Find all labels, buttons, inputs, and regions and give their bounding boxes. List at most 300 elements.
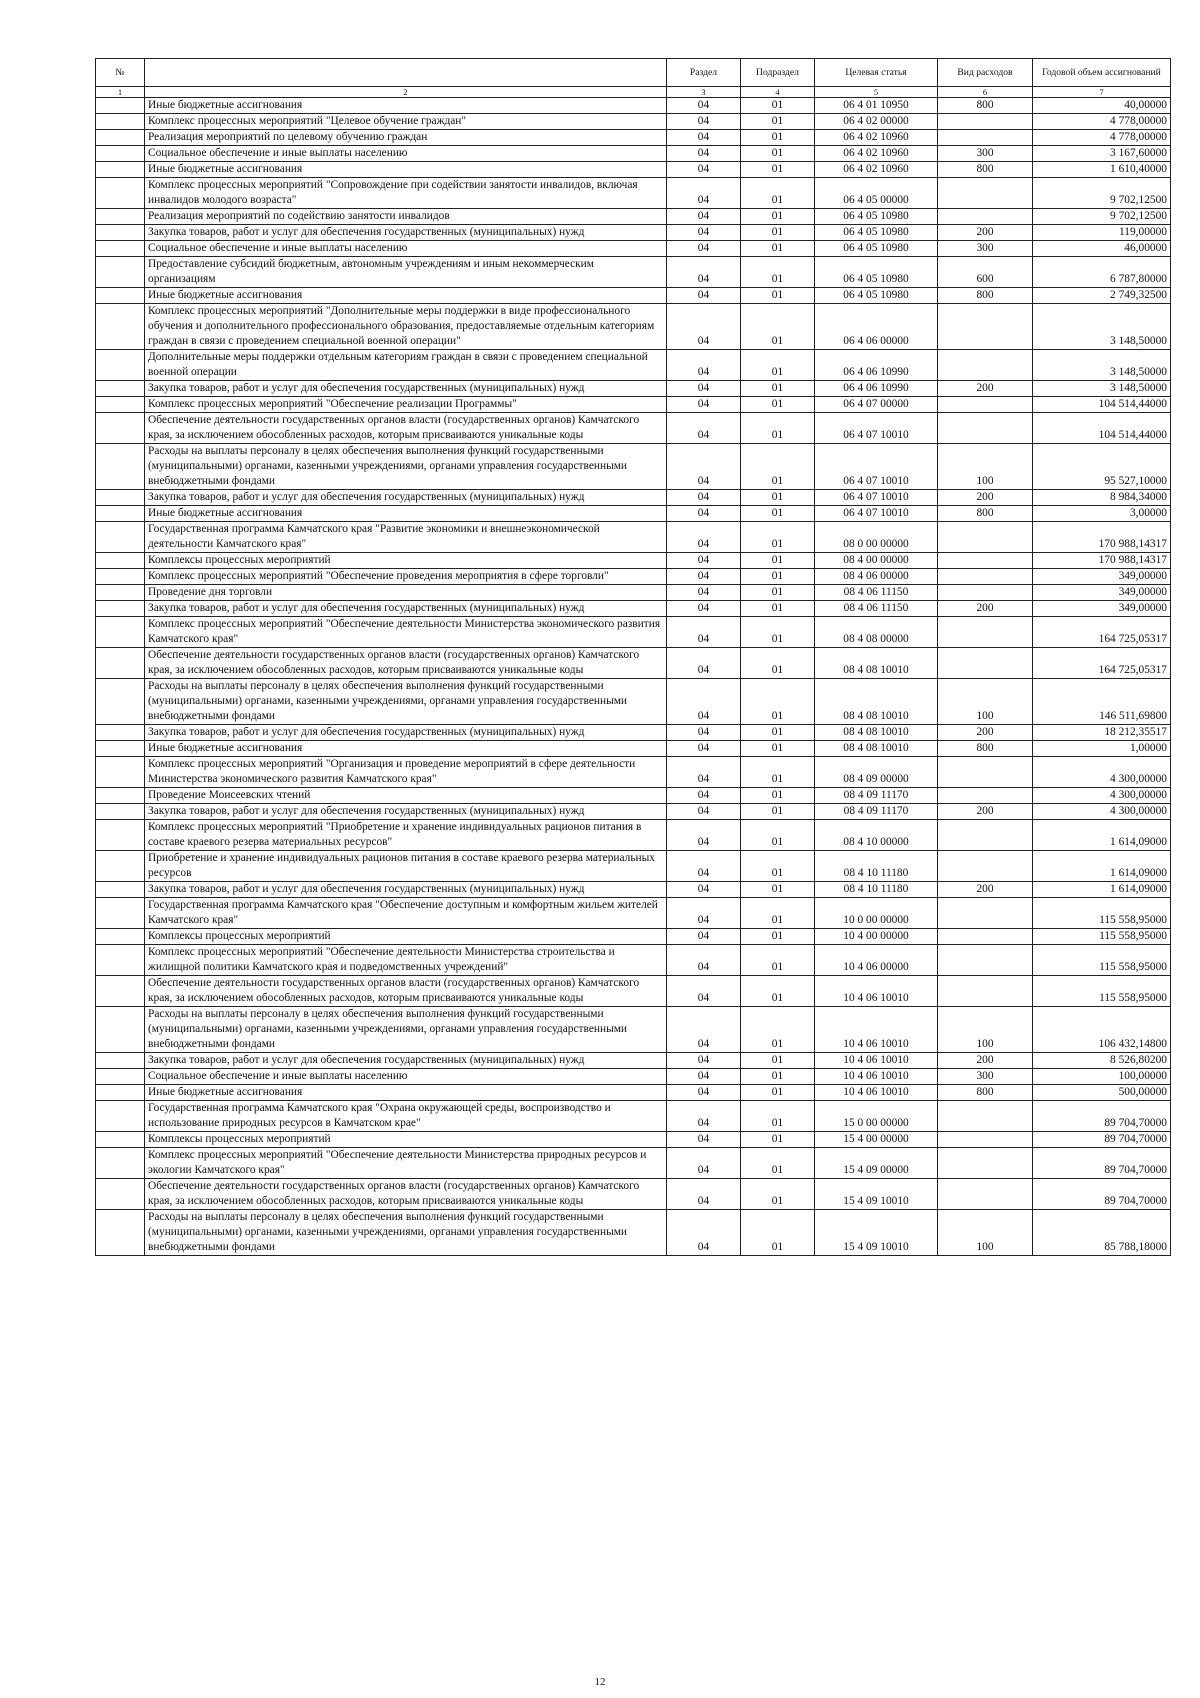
cell-summa: 115 558,95000 [1033, 976, 1171, 1007]
cell-podrazdel: 01 [741, 257, 815, 288]
table-row [96, 601, 1171, 617]
cell-name: Закупка товаров, работ и услуг для обеспечения государственных (муниципальных) нужд [145, 601, 667, 617]
cell-celevaya: 06 4 05 10980 [815, 257, 938, 288]
table-row [96, 945, 1171, 976]
cell-razdel: 04 [667, 741, 741, 757]
cell-podrazdel: 01 [741, 898, 815, 929]
cell-name: Комплексы процессных мероприятий [145, 929, 667, 945]
cell-vid [938, 397, 1033, 413]
colnum-4: 4 [741, 87, 815, 98]
cell-razdel: 04 [667, 976, 741, 1007]
header-row [96, 59, 1171, 87]
cell-vid [938, 114, 1033, 130]
cell-podrazdel: 01 [741, 1069, 815, 1085]
cell-celevaya: 08 4 06 11150 [815, 601, 938, 617]
cell-name: Социальное обеспечение и иные выплаты населению [145, 1069, 667, 1085]
cell-razdel: 04 [667, 617, 741, 648]
cell-podrazdel: 01 [741, 130, 815, 146]
cell-num [96, 1210, 145, 1256]
colnum-6: 6 [938, 87, 1033, 98]
cell-podrazdel: 01 [741, 929, 815, 945]
cell-podrazdel: 01 [741, 98, 815, 114]
cell-summa: 8 526,80200 [1033, 1053, 1171, 1069]
cell-razdel: 04 [667, 679, 741, 725]
cell-razdel: 04 [667, 146, 741, 162]
cell-vid: 800 [938, 162, 1033, 178]
table-row [96, 882, 1171, 898]
page-number: 12 [594, 1676, 606, 1688]
cell-podrazdel: 01 [741, 679, 815, 725]
cell-vid: 800 [938, 288, 1033, 304]
cell-summa: 8 984,34000 [1033, 490, 1171, 506]
cell-celevaya: 06 4 07 10010 [815, 490, 938, 506]
cell-num [96, 1085, 145, 1101]
cell-podrazdel: 01 [741, 648, 815, 679]
cell-name: Расходы на выплаты персоналу в целях обеспечения выполнения функций государственными (муниципальными) органами, казенными учреждениями, органами управления государственными внебюджетными фондами [145, 679, 667, 725]
cell-celevaya: 15 4 09 10010 [815, 1210, 938, 1256]
cell-summa: 164 725,05317 [1033, 648, 1171, 679]
cell-razdel: 04 [667, 490, 741, 506]
cell-podrazdel: 01 [741, 976, 815, 1007]
header-summa: Годовой объем ассигнований [1033, 59, 1171, 87]
column-number-row [96, 87, 1171, 98]
table-row [96, 1132, 1171, 1148]
cell-vid [938, 617, 1033, 648]
cell-vid: 100 [938, 679, 1033, 725]
cell-vid [938, 851, 1033, 882]
cell-razdel: 04 [667, 178, 741, 209]
cell-celevaya: 10 4 06 10010 [815, 1053, 938, 1069]
cell-num [96, 725, 145, 741]
cell-razdel: 04 [667, 522, 741, 553]
cell-summa: 100,00000 [1033, 1069, 1171, 1085]
cell-celevaya: 06 4 07 10010 [815, 506, 938, 522]
cell-podrazdel: 01 [741, 304, 815, 350]
cell-podrazdel: 01 [741, 741, 815, 757]
table-row [96, 1101, 1171, 1132]
cell-celevaya: 06 4 05 00000 [815, 178, 938, 209]
cell-name: Закупка товаров, работ и услуг для обеспечения государственных (муниципальных) нужд [145, 882, 667, 898]
cell-podrazdel: 01 [741, 178, 815, 209]
cell-razdel: 04 [667, 1085, 741, 1101]
cell-summa: 4 778,00000 [1033, 130, 1171, 146]
table-row [96, 585, 1171, 601]
cell-num [96, 413, 145, 444]
table-row [96, 1085, 1171, 1101]
cell-celevaya: 06 4 05 10980 [815, 225, 938, 241]
cell-num [96, 679, 145, 725]
cell-name: Иные бюджетные ассигнования [145, 741, 667, 757]
cell-vid: 200 [938, 381, 1033, 397]
cell-podrazdel: 01 [741, 1101, 815, 1132]
cell-razdel: 04 [667, 304, 741, 350]
cell-num [96, 130, 145, 146]
header-num: № [96, 59, 145, 87]
cell-vid: 800 [938, 1085, 1033, 1101]
cell-vid: 300 [938, 241, 1033, 257]
cell-razdel: 04 [667, 945, 741, 976]
cell-name: Дополнительные меры поддержки отдельным категориям граждан в связи с проведением специальной военной операции [145, 350, 667, 381]
cell-celevaya: 06 4 05 10980 [815, 288, 938, 304]
header-celevaya: Целевая статья [815, 59, 938, 87]
cell-podrazdel: 01 [741, 162, 815, 178]
cell-num [96, 178, 145, 209]
cell-name: Комплекс процессных мероприятий "Приобретение и хранение индивидуальных рационов питания в составе краевого резерва материальных ресурсов" [145, 820, 667, 851]
table-row [96, 98, 1171, 114]
cell-summa: 3 148,50000 [1033, 304, 1171, 350]
cell-num [96, 882, 145, 898]
cell-num [96, 162, 145, 178]
cell-vid [938, 553, 1033, 569]
cell-num [96, 241, 145, 257]
cell-razdel: 04 [667, 241, 741, 257]
cell-razdel: 04 [667, 725, 741, 741]
table-row [96, 617, 1171, 648]
cell-summa: 104 514,44000 [1033, 397, 1171, 413]
cell-podrazdel: 01 [741, 882, 815, 898]
cell-summa: 3 148,50000 [1033, 350, 1171, 381]
cell-razdel: 04 [667, 130, 741, 146]
cell-vid: 800 [938, 506, 1033, 522]
cell-name: Приобретение и хранение индивидуальных рационов питания в составе краевого резерва материальных ресурсов [145, 851, 667, 882]
table-row [96, 757, 1171, 788]
cell-summa: 4 300,00000 [1033, 757, 1171, 788]
cell-name: Государственная программа Камчатского края "Охрана окружающей среды, воспроизводство и использование природных ресурсов в Камчатском крае" [145, 1101, 667, 1132]
cell-num [96, 1007, 145, 1053]
cell-name: Иные бюджетные ассигнования [145, 506, 667, 522]
cell-celevaya: 10 4 06 10010 [815, 976, 938, 1007]
cell-celevaya: 10 4 06 00000 [815, 945, 938, 976]
cell-vid: 800 [938, 741, 1033, 757]
cell-podrazdel: 01 [741, 288, 815, 304]
cell-summa: 104 514,44000 [1033, 413, 1171, 444]
cell-podrazdel: 01 [741, 522, 815, 553]
cell-name: Иные бюджетные ассигнования [145, 288, 667, 304]
cell-num [96, 225, 145, 241]
cell-celevaya: 08 4 10 11180 [815, 851, 938, 882]
cell-podrazdel: 01 [741, 1085, 815, 1101]
header-vid: Вид расходов [938, 59, 1033, 87]
cell-razdel: 04 [667, 350, 741, 381]
cell-name: Комплекс процессных мероприятий "Обеспечение деятельности Министерства природных ресурсов и экологии Камчатского края" [145, 1148, 667, 1179]
table-row [96, 976, 1171, 1007]
cell-razdel: 04 [667, 757, 741, 788]
cell-vid [938, 522, 1033, 553]
cell-summa: 89 704,70000 [1033, 1132, 1171, 1148]
cell-vid: 200 [938, 601, 1033, 617]
cell-name: Комплекс процессных мероприятий "Целевое обучение граждан" [145, 114, 667, 130]
cell-summa: 9 702,12500 [1033, 209, 1171, 225]
cell-podrazdel: 01 [741, 788, 815, 804]
cell-name: Комплекс процессных мероприятий "Обеспечение деятельности Министерства строительства и жилищной политики Камчатского края и подведомственных учреждений" [145, 945, 667, 976]
table-row [96, 929, 1171, 945]
cell-celevaya: 08 4 08 10010 [815, 648, 938, 679]
cell-razdel: 04 [667, 851, 741, 882]
cell-vid [938, 820, 1033, 851]
cell-celevaya: 06 4 07 10010 [815, 413, 938, 444]
table-row [96, 413, 1171, 444]
cell-vid: 200 [938, 882, 1033, 898]
cell-celevaya: 08 4 09 11170 [815, 804, 938, 820]
cell-vid [938, 945, 1033, 976]
cell-name: Закупка товаров, работ и услуг для обеспечения государственных (муниципальных) нужд [145, 225, 667, 241]
cell-summa: 119,00000 [1033, 225, 1171, 241]
cell-num [96, 553, 145, 569]
cell-vid [938, 209, 1033, 225]
table-row [96, 178, 1171, 209]
cell-name: Комплексы процессных мероприятий [145, 553, 667, 569]
cell-vid [938, 1132, 1033, 1148]
cell-razdel: 04 [667, 1179, 741, 1210]
cell-razdel: 04 [667, 444, 741, 490]
cell-vid [938, 898, 1033, 929]
cell-podrazdel: 01 [741, 209, 815, 225]
cell-celevaya: 06 4 01 10950 [815, 98, 938, 114]
cell-summa: 106 432,14800 [1033, 1007, 1171, 1053]
cell-summa: 349,00000 [1033, 585, 1171, 601]
table-row [96, 350, 1171, 381]
cell-podrazdel: 01 [741, 1179, 815, 1210]
cell-summa: 1 614,09000 [1033, 851, 1171, 882]
cell-podrazdel: 01 [741, 397, 815, 413]
cell-num [96, 98, 145, 114]
cell-razdel: 04 [667, 257, 741, 288]
cell-celevaya: 10 4 00 00000 [815, 929, 938, 945]
table-body [96, 98, 1171, 1256]
cell-summa: 1 610,40000 [1033, 162, 1171, 178]
table-row [96, 114, 1171, 130]
cell-num [96, 601, 145, 617]
colnum-3: 3 [667, 87, 741, 98]
cell-summa: 500,00000 [1033, 1085, 1171, 1101]
cell-celevaya: 06 4 07 00000 [815, 397, 938, 413]
cell-summa: 46,00000 [1033, 241, 1171, 257]
cell-razdel: 04 [667, 601, 741, 617]
table-row [96, 1148, 1171, 1179]
cell-podrazdel: 01 [741, 804, 815, 820]
cell-razdel: 04 [667, 648, 741, 679]
cell-razdel: 04 [667, 929, 741, 945]
cell-summa: 4 778,00000 [1033, 114, 1171, 130]
cell-podrazdel: 01 [741, 851, 815, 882]
cell-num [96, 209, 145, 225]
cell-celevaya: 06 4 02 10960 [815, 146, 938, 162]
table-row [96, 257, 1171, 288]
cell-num [96, 788, 145, 804]
cell-podrazdel: 01 [741, 506, 815, 522]
cell-podrazdel: 01 [741, 601, 815, 617]
cell-celevaya: 08 4 08 10010 [815, 741, 938, 757]
cell-num [96, 569, 145, 585]
cell-vid [938, 788, 1033, 804]
cell-vid [938, 1148, 1033, 1179]
table-row [96, 1053, 1171, 1069]
cell-summa: 3 167,60000 [1033, 146, 1171, 162]
table-row [96, 209, 1171, 225]
cell-name: Комплекс процессных мероприятий "Обеспечение проведения мероприятия в сфере торговли" [145, 569, 667, 585]
table-row [96, 304, 1171, 350]
cell-podrazdel: 01 [741, 1007, 815, 1053]
cell-name: Реализация мероприятий по целевому обучению граждан [145, 130, 667, 146]
cell-name: Предоставление субсидий бюджетным, автономным учреждениям и иным некоммерческим организациям [145, 257, 667, 288]
cell-podrazdel: 01 [741, 617, 815, 648]
cell-razdel: 04 [667, 1101, 741, 1132]
cell-celevaya: 08 4 08 10010 [815, 679, 938, 725]
table-row [96, 648, 1171, 679]
cell-summa: 85 788,18000 [1033, 1210, 1171, 1256]
cell-razdel: 04 [667, 820, 741, 851]
cell-name: Расходы на выплаты персоналу в целях обеспечения выполнения функций государственными (муниципальными) органами, казенными учреждениями, органами управления государственными внебюджетными фондами [145, 1210, 667, 1256]
cell-vid: 100 [938, 444, 1033, 490]
cell-summa: 115 558,95000 [1033, 945, 1171, 976]
cell-name: Иные бюджетные ассигнования [145, 1085, 667, 1101]
cell-num [96, 945, 145, 976]
cell-celevaya: 06 4 02 10960 [815, 130, 938, 146]
cell-num [96, 506, 145, 522]
table-row [96, 1210, 1171, 1256]
table-row [96, 506, 1171, 522]
cell-podrazdel: 01 [741, 1148, 815, 1179]
table-row [96, 1179, 1171, 1210]
cell-podrazdel: 01 [741, 820, 815, 851]
cell-razdel: 04 [667, 288, 741, 304]
cell-razdel: 04 [667, 788, 741, 804]
cell-razdel: 04 [667, 1053, 741, 1069]
cell-name: Проведение дня торговли [145, 585, 667, 601]
cell-summa: 4 300,00000 [1033, 788, 1171, 804]
cell-razdel: 04 [667, 98, 741, 114]
cell-razdel: 04 [667, 381, 741, 397]
cell-celevaya: 08 4 06 00000 [815, 569, 938, 585]
cell-vid: 200 [938, 490, 1033, 506]
cell-razdel: 04 [667, 162, 741, 178]
cell-num [96, 397, 145, 413]
table-row [96, 381, 1171, 397]
cell-celevaya: 06 4 07 10010 [815, 444, 938, 490]
cell-num [96, 617, 145, 648]
cell-vid [938, 1101, 1033, 1132]
table-row [96, 851, 1171, 882]
cell-summa: 95 527,10000 [1033, 444, 1171, 490]
cell-name: Обеспечение деятельности государственных органов власти (государственных органов) Камчатского края, за исключением обособленных расходов, которым присваиваются уникальные коды [145, 648, 667, 679]
cell-vid: 300 [938, 146, 1033, 162]
cell-razdel: 04 [667, 225, 741, 241]
cell-summa: 4 300,00000 [1033, 804, 1171, 820]
table-row [96, 444, 1171, 490]
cell-celevaya: 08 4 08 00000 [815, 617, 938, 648]
cell-celevaya: 15 4 09 10010 [815, 1179, 938, 1210]
cell-celevaya: 08 4 09 11170 [815, 788, 938, 804]
cell-num [96, 820, 145, 851]
cell-summa: 115 558,95000 [1033, 929, 1171, 945]
table-row [96, 553, 1171, 569]
cell-razdel: 04 [667, 569, 741, 585]
cell-name: Комплексы процессных мероприятий [145, 1132, 667, 1148]
table-row [96, 146, 1171, 162]
cell-podrazdel: 01 [741, 444, 815, 490]
table-row [96, 522, 1171, 553]
table-row [96, 820, 1171, 851]
cell-name: Комплекс процессных мероприятий "Обеспечение реализации Программы" [145, 397, 667, 413]
cell-vid [938, 929, 1033, 945]
cell-name: Иные бюджетные ассигнования [145, 162, 667, 178]
cell-vid: 600 [938, 257, 1033, 288]
cell-name: Комплекс процессных мероприятий "Дополнительные меры поддержки в виде профессионального обучения и дополнительного профессионального образования, предоставляемые отдельным категориям граждан в связи с проведением специальной военной операции" [145, 304, 667, 350]
cell-num [96, 146, 145, 162]
header-name [145, 59, 667, 87]
cell-vid: 800 [938, 98, 1033, 114]
cell-num [96, 444, 145, 490]
cell-podrazdel: 01 [741, 1053, 815, 1069]
cell-summa: 6 787,80000 [1033, 257, 1171, 288]
cell-razdel: 04 [667, 209, 741, 225]
cell-name: Комплекс процессных мероприятий "Обеспечение деятельности Министерства экономического развития Камчатского края" [145, 617, 667, 648]
cell-vid [938, 130, 1033, 146]
cell-vid [938, 350, 1033, 381]
cell-razdel: 04 [667, 114, 741, 130]
cell-vid: 200 [938, 225, 1033, 241]
cell-vid [938, 569, 1033, 585]
cell-num [96, 976, 145, 1007]
cell-vid: 100 [938, 1007, 1033, 1053]
cell-razdel: 04 [667, 413, 741, 444]
cell-podrazdel: 01 [741, 490, 815, 506]
cell-num [96, 1053, 145, 1069]
cell-name: Государственная программа Камчатского края "Обеспечение доступным и комфортным жильем жителей Камчатского края" [145, 898, 667, 929]
table-row [96, 679, 1171, 725]
cell-celevaya: 06 4 05 10980 [815, 209, 938, 225]
cell-celevaya: 08 4 06 11150 [815, 585, 938, 601]
table-row [96, 569, 1171, 585]
table-row [96, 788, 1171, 804]
cell-name: Комплекс процессных мероприятий "Организация и проведение мероприятий в сфере деятельности Министерства экономического развития Камчатского края" [145, 757, 667, 788]
cell-podrazdel: 01 [741, 114, 815, 130]
cell-vid [938, 413, 1033, 444]
cell-name: Обеспечение деятельности государственных органов власти (государственных органов) Камчатского края, за исключением обособленных расходов, которым присваиваются уникальные коды [145, 1179, 667, 1210]
cell-celevaya: 08 0 00 00000 [815, 522, 938, 553]
cell-summa: 9 702,12500 [1033, 178, 1171, 209]
table-row [96, 725, 1171, 741]
table-row [96, 225, 1171, 241]
table-row [96, 288, 1171, 304]
cell-podrazdel: 01 [741, 569, 815, 585]
cell-vid: 300 [938, 1069, 1033, 1085]
cell-celevaya: 06 4 02 00000 [815, 114, 938, 130]
cell-summa: 164 725,05317 [1033, 617, 1171, 648]
cell-num [96, 648, 145, 679]
cell-name: Закупка товаров, работ и услуг для обеспечения государственных (муниципальных) нужд [145, 804, 667, 820]
cell-celevaya: 06 4 06 10990 [815, 350, 938, 381]
cell-name: Закупка товаров, работ и услуг для обеспечения государственных (муниципальных) нужд [145, 490, 667, 506]
cell-razdel: 04 [667, 1210, 741, 1256]
cell-podrazdel: 01 [741, 585, 815, 601]
cell-podrazdel: 01 [741, 241, 815, 257]
cell-name: Социальное обеспечение и иные выплаты населению [145, 146, 667, 162]
header-razdel: Раздел [667, 59, 741, 87]
cell-summa: 1,00000 [1033, 741, 1171, 757]
cell-name: Расходы на выплаты персоналу в целях обеспечения выполнения функций государственными (муниципальными) органами, казенными учреждениями, органами управления государственными внебюджетными фондами [145, 1007, 667, 1053]
cell-podrazdel: 01 [741, 1132, 815, 1148]
cell-podrazdel: 01 [741, 225, 815, 241]
cell-name: Обеспечение деятельности государственных органов власти (государственных органов) Камчатского края, за исключением обособленных расходов, которым присваиваются уникальные коды [145, 413, 667, 444]
cell-num [96, 490, 145, 506]
cell-razdel: 04 [667, 898, 741, 929]
cell-podrazdel: 01 [741, 350, 815, 381]
cell-summa: 349,00000 [1033, 569, 1171, 585]
cell-vid: 200 [938, 725, 1033, 741]
cell-num [96, 757, 145, 788]
cell-celevaya: 06 4 06 10990 [815, 381, 938, 397]
